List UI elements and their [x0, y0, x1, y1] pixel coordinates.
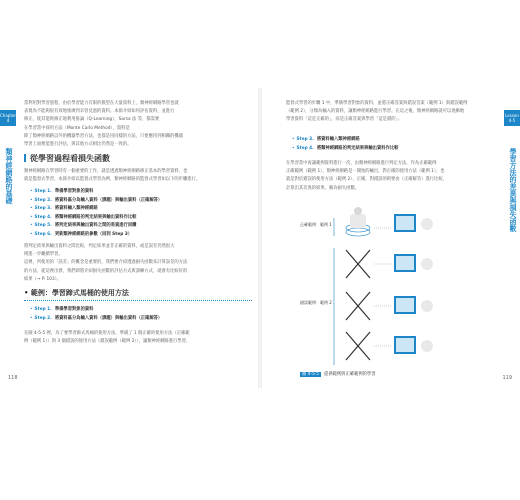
caption-text: 提供範例與正確範例的學習	[323, 372, 376, 377]
dotted-divider	[24, 300, 252, 301]
example-heading: • 範例：學習蹄式馬桶的使用方法	[24, 289, 129, 297]
top-line: （範例 2），分類為輸入的資料，讓類神經網路進行學習。在這之後，類神經網路就可以逐漸地	[286, 109, 465, 115]
mid-line: 計算出其差異的結果，稱為損失函數。	[286, 185, 360, 191]
page-number: 119	[502, 375, 512, 381]
example-steps-list	[30, 306, 162, 323]
example-paragraph	[24, 330, 252, 346]
figure-caption	[300, 371, 376, 377]
step-item: • Step 2. 將資料區分為輸入資料（課題）與輸出資料（正確解答）	[30, 197, 163, 203]
section-line: 類神經網路在學習時有一個重要的工作，就是透過類神經網路修正基本的學習資料，也	[24, 169, 188, 174]
monitor-icon-4	[394, 336, 433, 354]
figure-4-5-5	[300, 200, 460, 370]
side-title: 學習方法的差異與損失函數	[509, 148, 517, 232]
caption-tag: 圖 4-5-5	[302, 372, 319, 377]
top-line: 學習資料「這是正確的」，而是正確答案與學習「這是錯的」。	[286, 117, 403, 123]
intro-line: 除了類神經網路以外的機器學習方法，也都是用同樣的方法，只要應用到相關的機器	[24, 133, 183, 139]
top-line: 監督式學習的步驟 1 中，準備學習對象的資料，並將正確答案與錯誤答案（範例 1）與錯誤範例	[286, 101, 468, 106]
after-line: 將判定結果與輸出資料之間比較，判定結果並非正確的資料，或是誤差仍然很大	[24, 244, 175, 249]
lesson-tab: Lesson 4-5	[504, 110, 520, 126]
intro-line: 修正，使其能夠修正地利用推論（Q-Learning），Sarsa 法 等，都需要	[24, 117, 160, 123]
intro-paragraph	[24, 100, 252, 149]
mid-line: 正確範例（範例 1），類神經網路是一開始的輸出，對正確的使用方法（範例 1），也	[286, 169, 445, 175]
side-title: 類神經網路的基礎	[5, 148, 13, 204]
intro-line: 表現為不能夠很有效地推廣到未曾見過的資料。本節介紹如何評估資料，並進行	[24, 109, 175, 115]
toilet-correct-icon	[346, 207, 370, 236]
intro-line: 學習上面便能進行評估，與其他方式相比仍然是一致的。	[24, 142, 132, 148]
section-paragraph	[24, 168, 252, 184]
mid-line: 在學習當中再讓範例資料進行一次，由類神經網路進行判定方法，作為正確範例	[286, 161, 437, 166]
chapter-tab: Chapter 4	[0, 110, 16, 126]
step-item: • Step 3. 將資料輸入類神經網路	[292, 137, 360, 142]
example-step-item: • Step 1. 準備學習對象的資料	[30, 307, 94, 312]
top-paragraph	[286, 100, 496, 125]
after-line: 結果（→ P. 103）。	[24, 276, 62, 282]
page-number: 118	[8, 375, 18, 381]
neural-net-monitor-icon	[394, 214, 433, 232]
mid-line: 就是對於錯誤的使用方法（範例 2），正確，對錯誤的則要由（正確解答）進行比較，	[286, 177, 447, 183]
step-item: • Step 4. 將類神經網路的判定結果與輸出資料作比較	[30, 214, 137, 220]
steps-list	[292, 136, 398, 153]
intro-line: 在學習當中採用方法（Monte Carlo Method），資料是	[24, 125, 130, 131]
step-item: • Step 3. 將資料輸入類神經網路	[30, 206, 98, 212]
after-steps-paragraph	[24, 243, 252, 284]
step-item: • Step 4. 將類神經網路的判定結果與輸出資料作比較	[292, 145, 399, 151]
step-item: • Step 5. 將判定結果與輸出資料之間的差異進行回饋	[30, 223, 137, 229]
section-line: 就是監督式學習，本節介紹以監督式學習為例，類神經網路的監督式學習如以下的步驟進行。	[24, 177, 201, 183]
cross-icon-1	[346, 250, 370, 278]
steps-list	[30, 188, 162, 240]
mid-paragraph	[286, 160, 496, 193]
section-heading: 從學習過程看損失函數	[24, 153, 110, 164]
after-line: 這裡，所使用的「誤差」的概念是重要的，我們要介紹透過損失函數來計算誤差的方法	[24, 260, 188, 266]
example-line: 在圖 4-5-5 裡，為了要學習蹄式馬桶的使用方法，準備了 1 個正確的使用方法（正確範	[24, 331, 190, 336]
cross-icon-2	[346, 292, 370, 320]
label-correct-example: 正確範例：範例 1	[300, 222, 332, 227]
cross-icon-3	[346, 332, 370, 360]
monitor-icon-2	[394, 254, 433, 272]
step-item: • Step 1. 準備學習對象的資料	[30, 189, 94, 194]
step-item: • Step 6. 更新類神經網路的參數（回到 Step 3）	[30, 231, 133, 237]
example-line: 例（範例 1））與 3 個錯誤的使用方法（錯誤範例（範例 2）），讓類神經網路進行學習。	[24, 339, 191, 345]
after-line: 的方法，從這裡出發，我們即將介紹損失函數的評估方式與訓練方式，就會有比較好的	[24, 268, 188, 274]
after-line: 則進一步繼續學習。	[24, 252, 63, 258]
label-wrong-example: 錯誤範例：範例 2	[300, 300, 332, 305]
example-step-item: • Step 2. 將資料區分為輸入資料（課題）與輸出資料（正確解答）	[30, 315, 163, 321]
monitor-icon-3	[394, 296, 433, 314]
intro-line: 當利用對學習過程，由於學習能力有限的模型在大量資料上，類神經網路學習也就	[24, 101, 179, 106]
